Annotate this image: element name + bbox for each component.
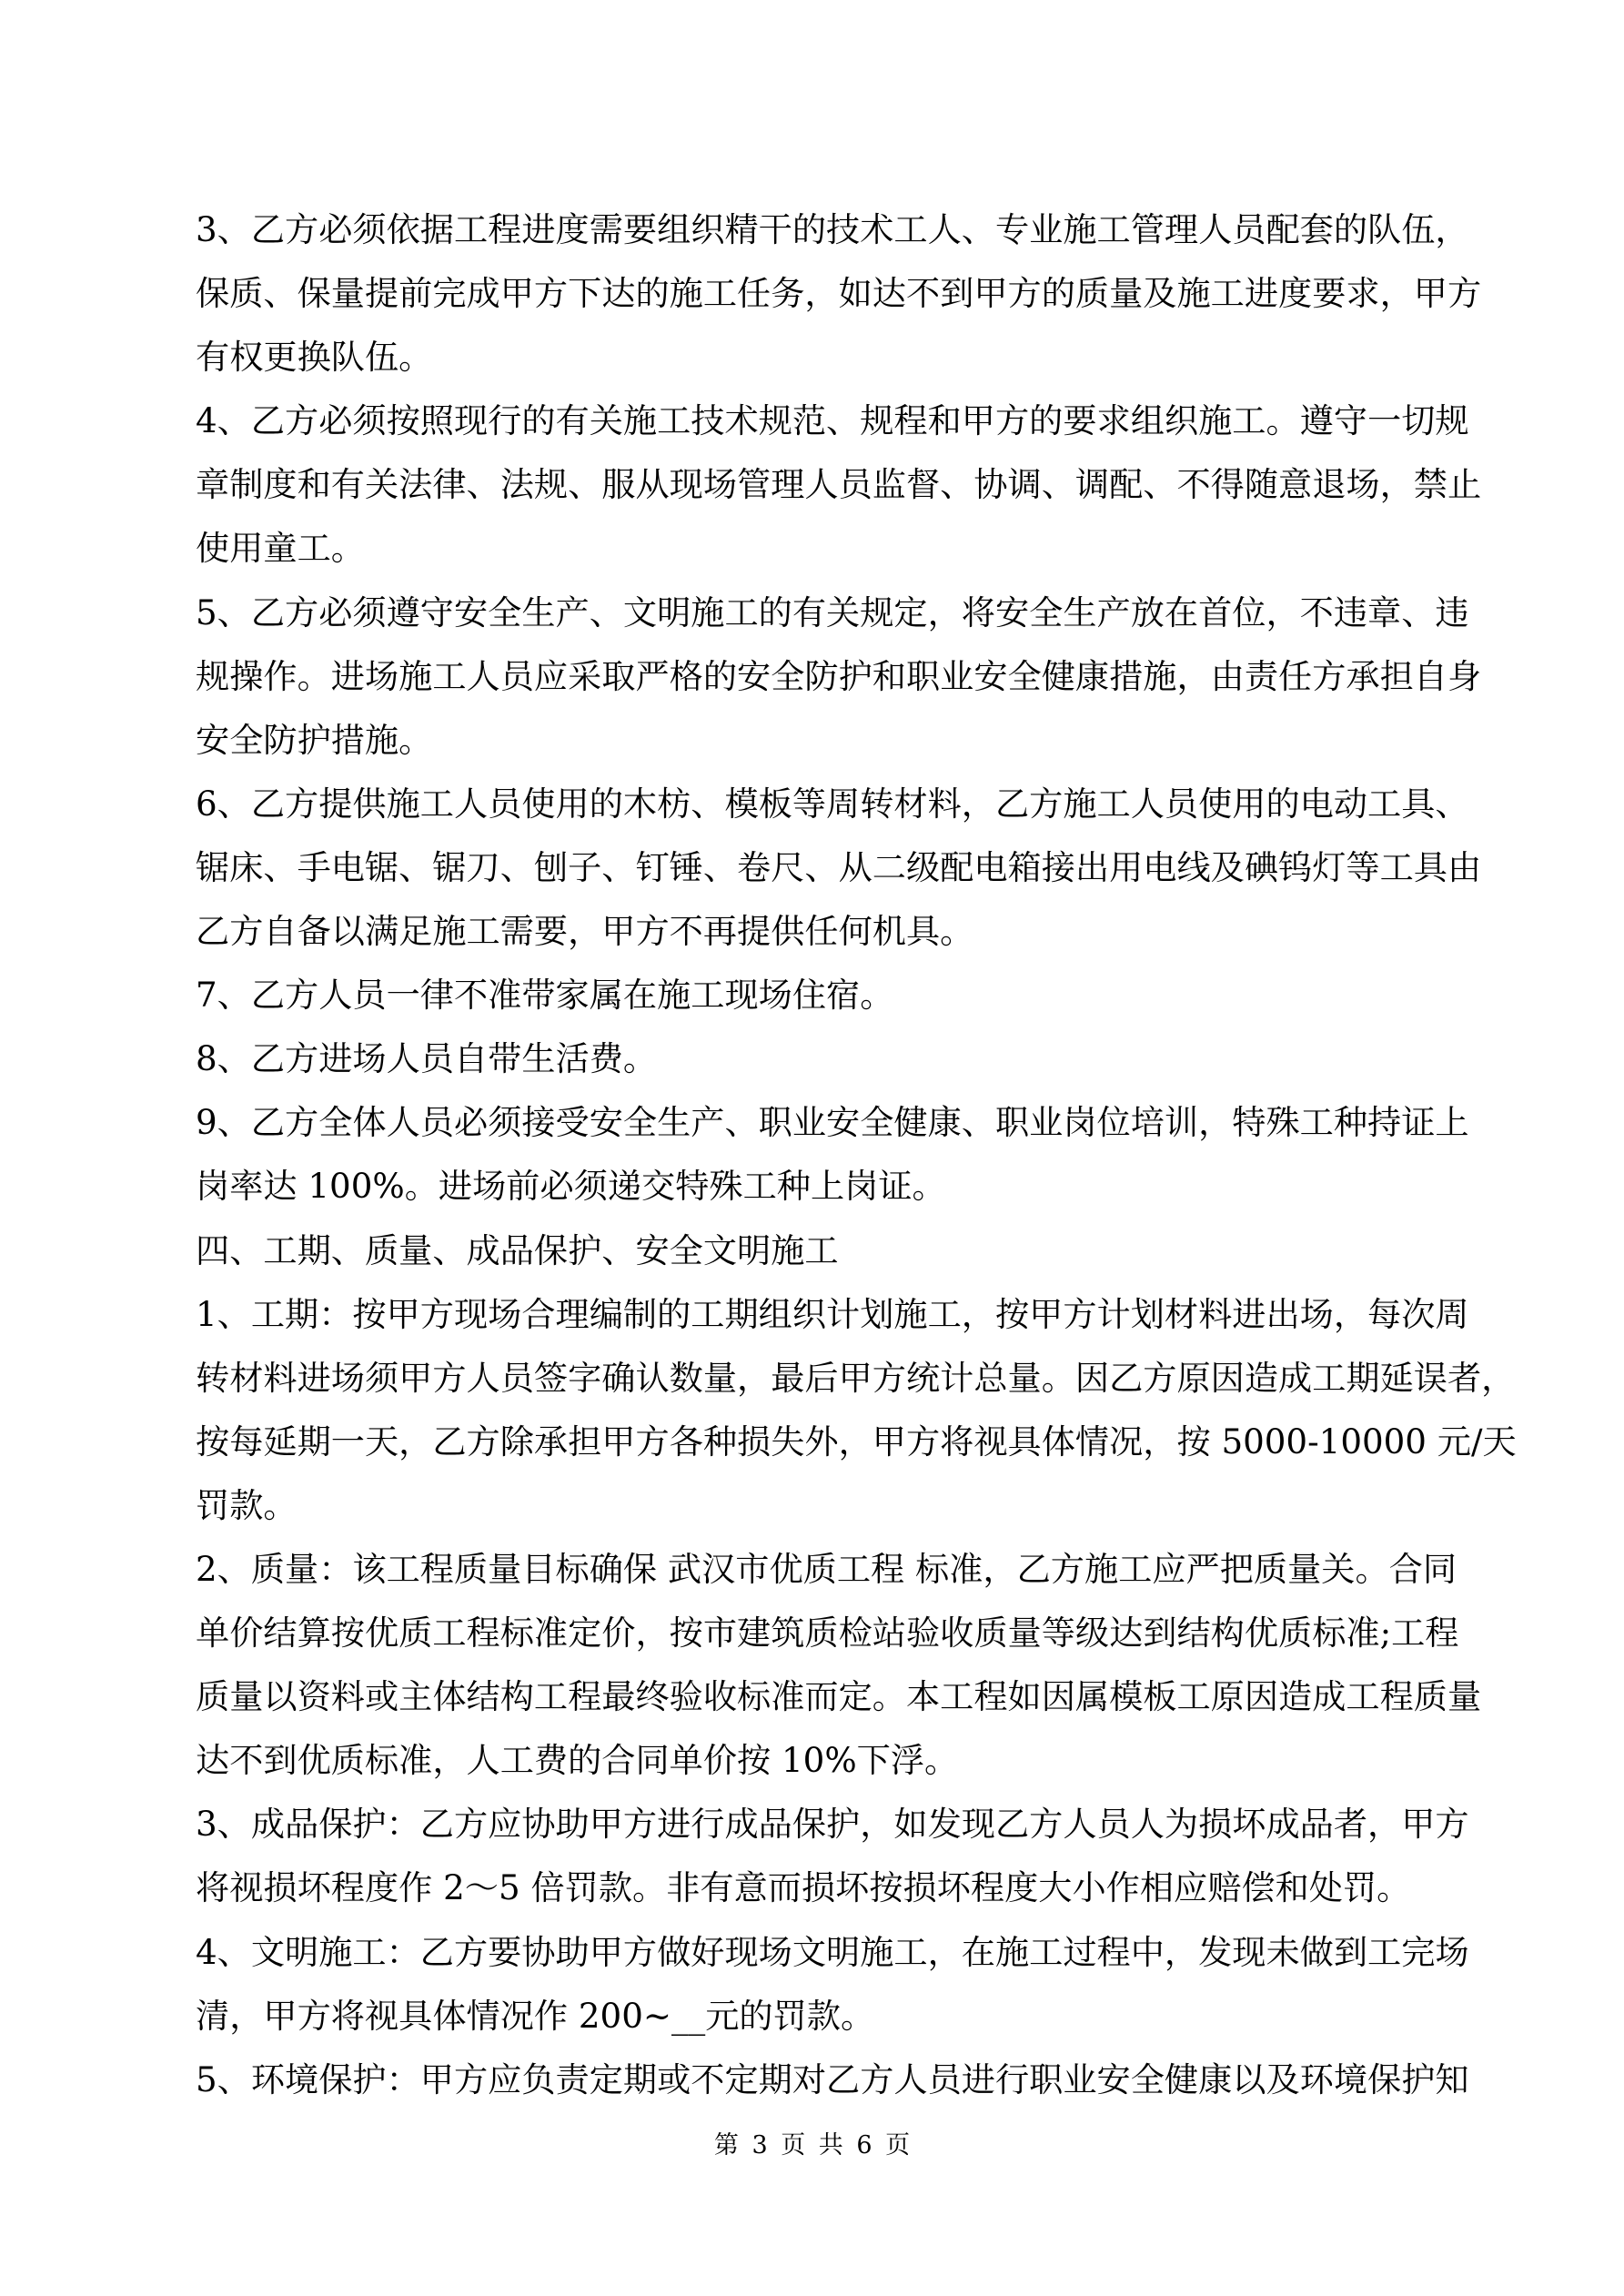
text-line: 将视损坏程度作 2～5 倍罚款。非有意而损坏按损坏程度大小作相应赔偿和处罚。	[196, 1867, 1411, 1908]
text-line: 有权更换队伍。	[196, 337, 433, 378]
text-line: 1、工期：按甲方现场合理编制的工期组织计划施工，按甲方计划材料进出场，每次周	[196, 1293, 1469, 1334]
text-line: 章制度和有关法律、法规、服从现场管理人员监督、协调、调配、不得随意退场，禁止	[196, 464, 1482, 505]
section-heading: 四、工期、质量、成品保护、安全文明施工	[196, 1229, 839, 1270]
text-line: 3、成品保护：乙方应协助甲方进行成品保护，如发现乙方人员人为损坏成品者，甲方	[196, 1804, 1469, 1845]
text-line: 5、乙方必须遵守安全生产、文明施工的有关规定，将安全生产放在首位，不违章、违	[196, 592, 1469, 632]
text-line: 转材料进场须甲方人员签字确认数量，最后甲方统计总量。因乙方原因造成工期延误者，	[196, 1357, 1516, 1398]
text-line: 4、文明施工：乙方要协助甲方做好现场文明施工，在施工过程中，发现未做到工完场	[196, 1931, 1469, 1972]
text-line: 2、质量：该工程质量目标确保 武汉市优质工程 标准，乙方施工应严把质量关。合同	[196, 1548, 1458, 1589]
text-line: 5、环境保护：甲方应负责定期或不定期对乙方人员进行职业安全健康以及环境保护知	[196, 2058, 1469, 2099]
text-line: 达不到优质标准，人工费的合同单价按 10%下浮。	[196, 1740, 959, 1781]
text-line: 安全防护措施。	[196, 719, 433, 760]
text-line: 使用童工。	[196, 528, 365, 569]
text-line: 岗率达 100%。进场前必须递交特殊工种上岗证。	[196, 1166, 946, 1207]
text-line: 6、乙方提供施工人员使用的木枋、模板等周转材料，乙方施工人员使用的电动工具、	[196, 783, 1469, 824]
text-line: 3、乙方必须依据工程进度需要组织精干的技术工人、专业施工管理人员配套的队伍，	[196, 209, 1469, 249]
text-line: 单价结算按优质工程标准定价，按市建筑质检站验收质量等级达到结构优质标准;工程	[196, 1613, 1459, 1654]
text-line: 质量以资料或主体结构工程最终验收标准而定。本工程如因属模板工原因造成工程质量	[196, 1676, 1482, 1717]
text-line: 9、乙方全体人员必须接受安全生产、职业安全健康、职业岗位培训，特殊工种持证上	[196, 1102, 1469, 1143]
contract-body-text	[196, 205, 1517, 2119]
text-line: 4、乙方必须按照现行的有关施工技术规范、规程和甲方的要求组织施工。遵守一切规	[196, 400, 1469, 441]
text-line: 规操作。进场施工人员应采取严格的安全防护和职业安全健康措施，由责任方承担自身	[196, 655, 1482, 696]
text-line: 8、乙方进场人员自带生活费。	[196, 1038, 658, 1079]
text-line: 7、乙方人员一律不准带家属在施工现场住宿。	[196, 975, 894, 1016]
text-line: 锯床、手电锯、锯刀、刨子、钉锤、卷尺、从二级配电箱接出用电线及碘钨灯等工具由	[196, 846, 1482, 887]
text-line: 按每延期一天，乙方除承担甲方各种损失外，甲方将视具体情况，按 5000-10000 元/天	[196, 1421, 1517, 1462]
text-line: 清，甲方将视具体情况作 200~__元的罚款。	[196, 1995, 875, 2036]
page-number-footer: 第 3 页 共 6 页	[713, 2131, 911, 2159]
text-line: 保质、保量提前完成甲方下达的施工任务，如达不到甲方的质量及施工进度要求，甲方	[196, 273, 1482, 314]
text-line: 乙方自备以满足施工需要，甲方不再提供任何机具。	[196, 911, 974, 952]
text-line: 罚款。	[196, 1484, 298, 1525]
